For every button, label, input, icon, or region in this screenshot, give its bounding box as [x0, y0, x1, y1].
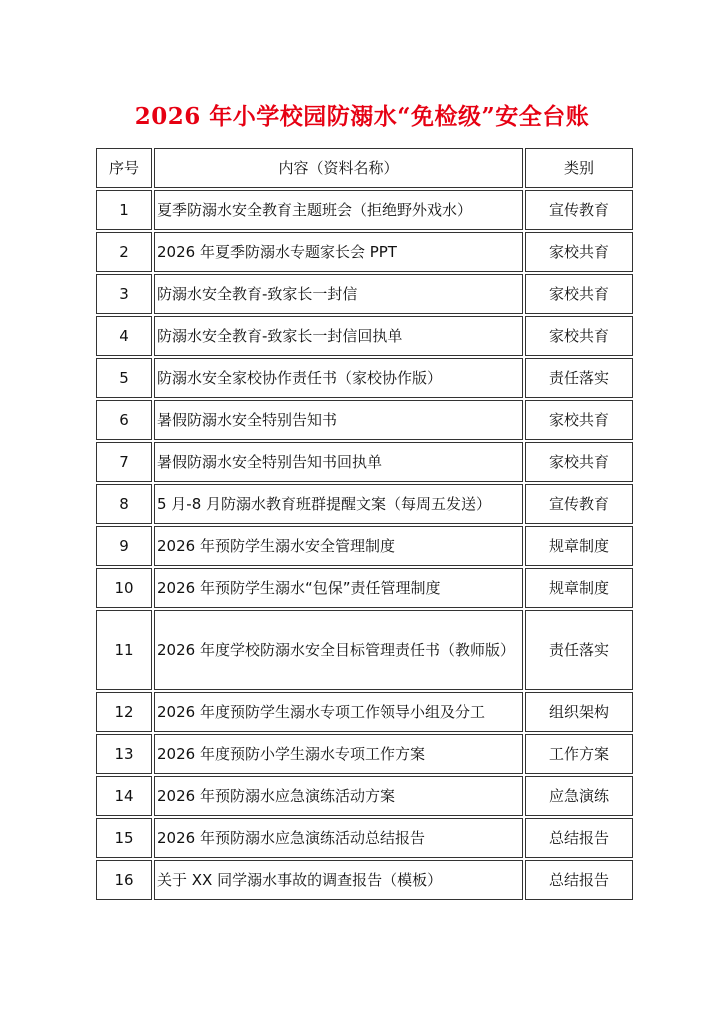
table-row [96, 734, 633, 774]
row-number: 12 [96, 692, 152, 732]
ledger-table [94, 146, 635, 902]
row-document-name: 关于 XX 同学溺水事故的调查报告（模板） [154, 860, 523, 900]
row-document-name: 2026 年预防学生溺水“包保”责任管理制度 [154, 568, 523, 608]
table-row [96, 232, 633, 272]
table-row [96, 442, 633, 482]
row-category: 责任落实 [525, 358, 633, 398]
table-row [96, 860, 633, 900]
row-number: 7 [96, 442, 152, 482]
row-number: 1 [96, 190, 152, 230]
row-number: 13 [96, 734, 152, 774]
table-header-row [96, 148, 633, 188]
table-row [96, 610, 633, 690]
row-number: 14 [96, 776, 152, 816]
row-category: 组织架构 [525, 692, 633, 732]
header-serial: 序号 [96, 148, 152, 188]
row-category: 总结报告 [525, 860, 633, 900]
row-document-name: 2026 年预防溺水应急演练活动总结报告 [154, 818, 523, 858]
table-row [96, 526, 633, 566]
row-number: 8 [96, 484, 152, 524]
row-number: 16 [96, 860, 152, 900]
row-number: 15 [96, 818, 152, 858]
row-document-name: 防溺水安全教育-致家长一封信 [154, 274, 523, 314]
row-document-name: 2026 年度学校防溺水安全目标管理责任书（教师版） [154, 610, 523, 690]
table-row [96, 274, 633, 314]
table-row [96, 692, 633, 732]
row-category: 宣传教育 [525, 190, 633, 230]
row-category: 家校共育 [525, 400, 633, 440]
row-category: 宣传教育 [525, 484, 633, 524]
row-category: 家校共育 [525, 442, 633, 482]
row-document-name: 2026 年度预防小学生溺水专项工作方案 [154, 734, 523, 774]
row-document-name: 夏季防溺水安全教育主题班会（拒绝野外戏水） [154, 190, 523, 230]
table-row [96, 400, 633, 440]
row-category: 工作方案 [525, 734, 633, 774]
document-title: 2026 年小学校园防溺水“免检级”安全台账 [134, 103, 590, 130]
row-number: 9 [96, 526, 152, 566]
row-category: 家校共育 [525, 274, 633, 314]
row-document-name: 5 月-8 月防溺水教育班群提醒文案（每周五发送） [154, 484, 523, 524]
header-content: 内容（资料名称） [154, 148, 523, 188]
row-category: 家校共育 [525, 232, 633, 272]
table-row [96, 484, 633, 524]
table-row [96, 316, 633, 356]
table-row [96, 818, 633, 858]
row-category: 责任落实 [525, 610, 633, 690]
row-document-name: 2026 年夏季防溺水专题家长会 PPT [154, 232, 523, 272]
row-document-name: 2026 年预防溺水应急演练活动方案 [154, 776, 523, 816]
row-category: 规章制度 [525, 568, 633, 608]
header-category: 类别 [525, 148, 633, 188]
table-row [96, 190, 633, 230]
row-number: 11 [96, 610, 152, 690]
table-row [96, 568, 633, 608]
table-row [96, 776, 633, 816]
row-document-name: 防溺水安全家校协作责任书（家校协作版） [154, 358, 523, 398]
row-document-name: 2026 年预防学生溺水安全管理制度 [154, 526, 523, 566]
row-category: 家校共育 [525, 316, 633, 356]
row-number: 3 [96, 274, 152, 314]
row-number: 10 [96, 568, 152, 608]
row-category: 规章制度 [525, 526, 633, 566]
row-document-name: 2026 年度预防学生溺水专项工作领导小组及分工 [154, 692, 523, 732]
table-row [96, 358, 633, 398]
row-category: 总结报告 [525, 818, 633, 858]
row-number: 4 [96, 316, 152, 356]
row-category: 应急演练 [525, 776, 633, 816]
row-document-name: 暑假防溺水安全特别告知书回执单 [154, 442, 523, 482]
row-number: 6 [96, 400, 152, 440]
row-number: 2 [96, 232, 152, 272]
row-number: 5 [96, 358, 152, 398]
row-document-name: 防溺水安全教育-致家长一封信回执单 [154, 316, 523, 356]
row-document-name: 暑假防溺水安全特别告知书 [154, 400, 523, 440]
